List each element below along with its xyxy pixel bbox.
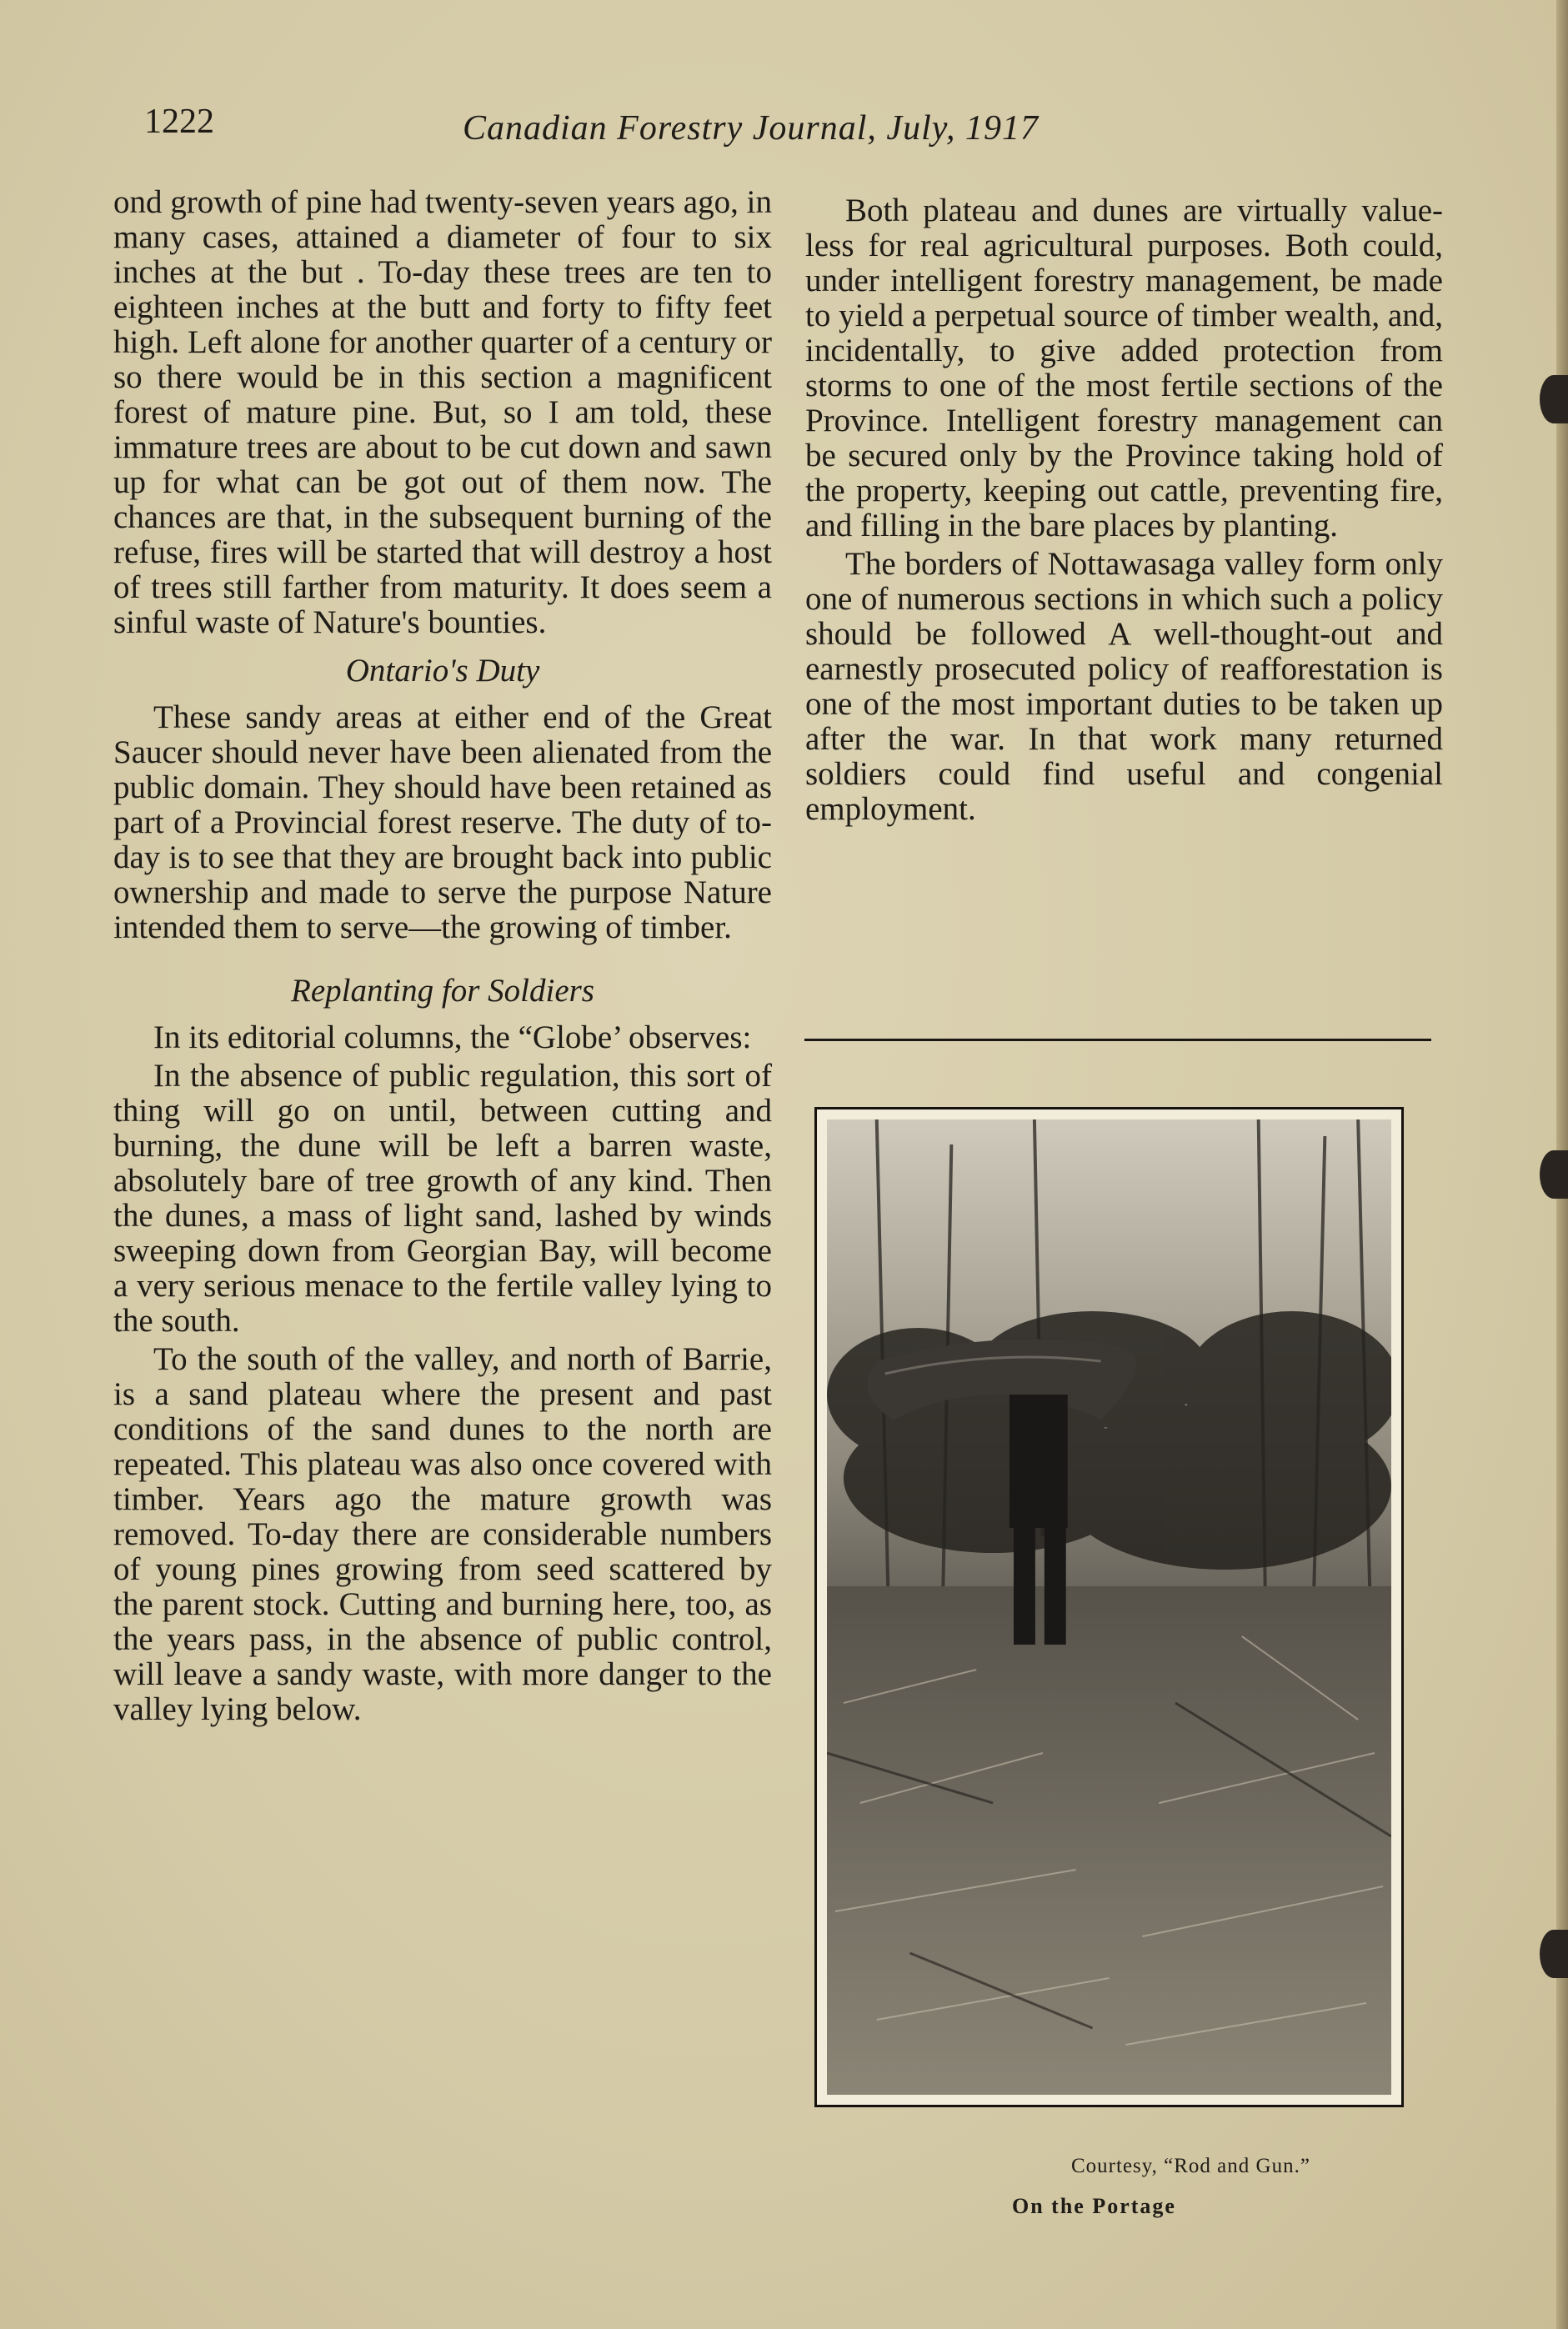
paragraph: In its editorial columns, the “Globe’ observes: [153, 1019, 752, 1055]
photo-frame [814, 1107, 1404, 2107]
paragraph: ond growth of pine had twenty-seven years ago, in many cases, attained a diameter of four to six inches at the but . To-day these trees are ten to eighteen inches at the butt and forty to fifty feet high. Left alone for another quarter of a century or so there would be in this section a magnificent forest of mature pine. But, so I am told, these immature trees are about to be cut down and sawn up for what can be got out of them now. The chances are that, in the subsequent burning of the refuse, fires will be started that will destroy a host of trees still farther from maturity. It does seem a sinful waste of Nature's bounties. [113, 184, 772, 640]
section-heading-ontarios-duty: Ontario's Duty [345, 653, 540, 689]
right-column [805, 193, 1443, 830]
binding-hole [1540, 375, 1568, 423]
left-column [113, 185, 772, 1730]
section-divider [804, 1039, 1431, 1041]
paragraph: These sandy areas at either end of the Great Saucer should never have been alienated from the public domain. They should have been retained as part of a Provincial forest reserve. The duty of to-day is to see that they are brought back into public ownership and made to serve the purpose Nature intended them to serve—the growing of timber. [113, 699, 772, 945]
page-number: 1222 [144, 103, 214, 141]
binding-hole [1540, 1930, 1568, 1978]
paragraph: To the south of the valley, and north of Barrie, is a sand plateau where the present and past conditions of the sand dunes to the north are repeated. This plateau was also once covered with timber. Years ago the mature growth was removed. To-day there are considerable numbers of young pines growing from seed scattered by the parent stock. Cutting and burning here, too, as the years pass, in the absence of public control, will leave a sandy waste, with more danger to the valley lying below. [113, 1341, 772, 1727]
paragraph: In the absence of public regulation, this sort of thing will go on until, between cutting and burning, the dune will be left a barren waste, absolutely bare of tree growth of any kind. Then the dunes, a mass of light sand, lashed by winds sweeping down from Georgian Bay, will become a very serious menace to the fertile valley lying to the south. [113, 1058, 772, 1339]
portage-photo [827, 1119, 1391, 2095]
paragraph: Both plateau and dunes are virtually value-less for real agricultural purposes. Both could, under intelligent forestry management, be made to yield a perpetual source of timber wealth, and, incidentally, to give added protection from storms to one of the most fertile sections of the Province. Intelligent forestry management can be secured only by the Province taking hold of the property, keeping out cattle, preventing fire, and filling in the bare places by planting. [805, 193, 1443, 543]
section-heading-replanting: Replanting for Soldiers [291, 973, 594, 1009]
binding-hole [1540, 1150, 1568, 1199]
running-header [0, 102, 1568, 160]
journal-title: Canadian Forestry Journal, July, 1917 [463, 109, 1039, 148]
photo-caption: On the Portage [1012, 2194, 1176, 2218]
photo-credit: Courtesy, “Rod and Gun.” [1071, 2155, 1310, 2177]
paragraph: The borders of Nottawasaga valley form only one of numerous sections in which such a policy should be followed A well-thought-out and earnestly prosecuted policy of reafforestation is one of the most important duties to be taken up after the war. In that work many returned soldiers could find useful and congenial employment. [805, 546, 1443, 827]
